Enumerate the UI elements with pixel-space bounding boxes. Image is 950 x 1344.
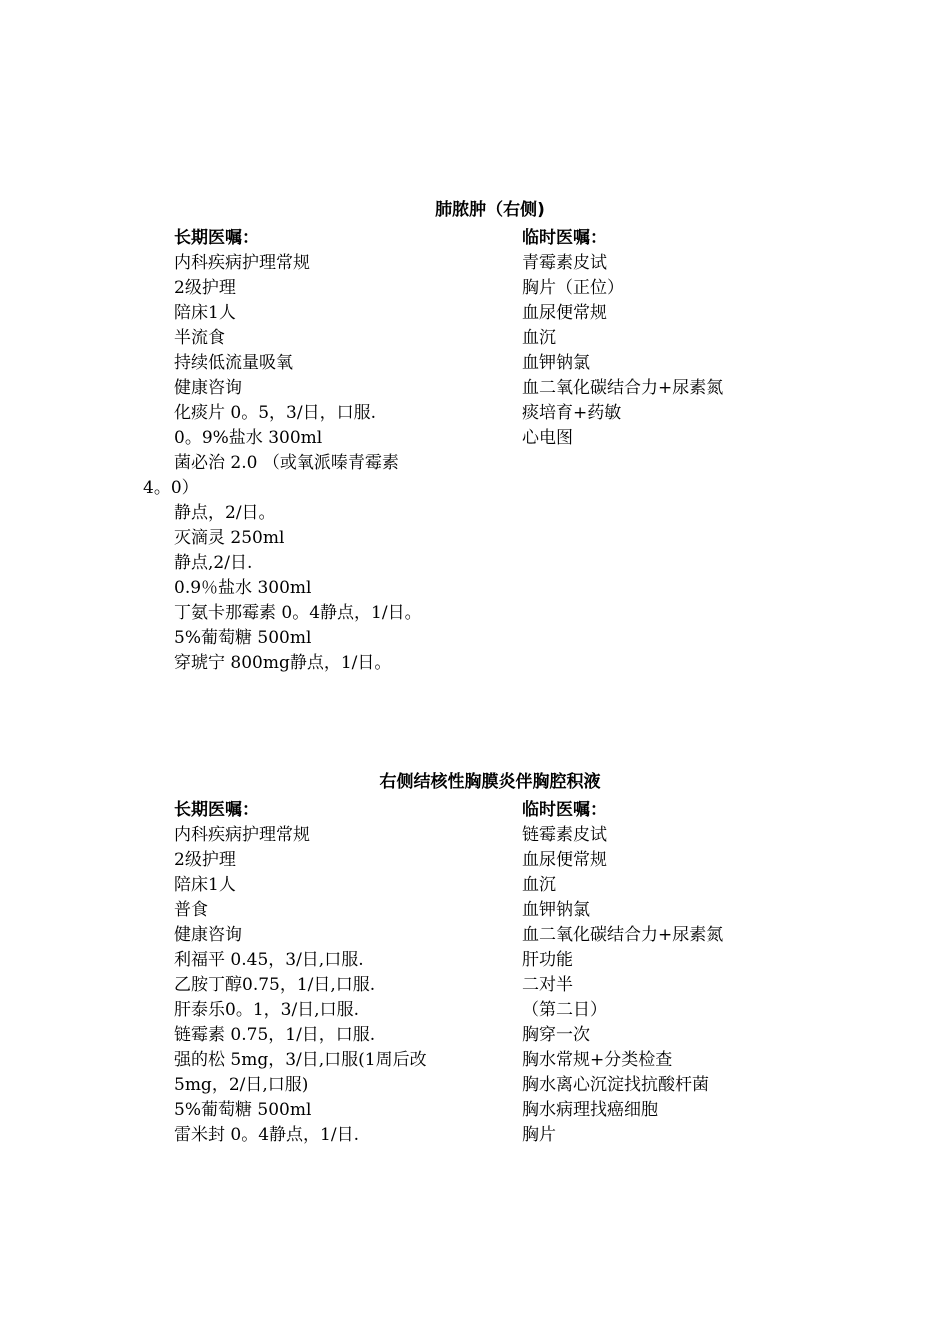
long-term-heading: 长期医嘱： bbox=[174, 800, 259, 820]
order-line: 丁氨卡那霉素 0。4静点，1/日。 bbox=[174, 603, 422, 623]
order-line: 胸水常规+分类检查 bbox=[522, 1050, 673, 1070]
order-line: 0.9％盐水 300ml bbox=[174, 578, 312, 598]
order-line: 穿琥宁 800mg静点，1/日。 bbox=[174, 653, 392, 673]
order-line: 利福平 0.45，3/日,口服. bbox=[174, 950, 364, 970]
order-line: 血二氧化碳结合力+尿素氮 bbox=[522, 378, 724, 398]
order-line: （第二日） bbox=[522, 1000, 607, 1020]
order-line: 2级护理 bbox=[174, 278, 236, 298]
order-line: 链霉素皮试 bbox=[522, 825, 607, 845]
temporary-orders bbox=[522, 226, 723, 451]
long-term-heading: 长期医嘱： bbox=[174, 228, 259, 248]
order-line: 链霉素 0.75，1/日，口服. bbox=[174, 1025, 376, 1045]
order-line: 内科疾病护理常规 bbox=[174, 253, 310, 273]
order-line: 青霉素皮试 bbox=[522, 253, 607, 273]
order-line: 心电图 bbox=[522, 428, 573, 448]
order-line: 肝泰乐0。1，3/日,口服. bbox=[174, 1000, 359, 1020]
order-line: 血钾钠氯 bbox=[522, 900, 590, 920]
order-line: 5%葡萄糖 500ml bbox=[174, 1100, 312, 1120]
order-line: 血沉 bbox=[522, 875, 556, 895]
order-line: 二对半 bbox=[522, 975, 573, 995]
long-term-orders bbox=[174, 798, 427, 1148]
order-line: 普食 bbox=[174, 900, 208, 920]
order-line: 胸水离心沉淀找抗酸杆菌 bbox=[522, 1075, 709, 1095]
order-line: 血二氧化碳结合力+尿素氮 bbox=[522, 925, 724, 945]
order-line: 半流食 bbox=[174, 328, 225, 348]
order-line: 雷米封 0。4静点，1/日. bbox=[174, 1125, 359, 1145]
order-line: 持续低流量吸氧 bbox=[174, 353, 293, 373]
order-line: 肝功能 bbox=[522, 950, 573, 970]
order-line: 陪床1人 bbox=[174, 875, 236, 895]
temporary-orders bbox=[522, 798, 723, 1148]
order-line: 灭滴灵 250ml bbox=[174, 528, 285, 548]
order-line: 痰培育+药敏 bbox=[522, 403, 622, 423]
order-line: 5%葡萄糖 500ml bbox=[174, 628, 312, 648]
order-line: 血尿便常规 bbox=[522, 850, 607, 870]
order-line: 陪床1人 bbox=[174, 303, 236, 323]
order-line: 胸水病理找癌细胞 bbox=[522, 1100, 658, 1120]
order-line: 0。9%盐水 300ml bbox=[174, 428, 323, 448]
order-line: 健康咨询 bbox=[174, 378, 242, 398]
order-line: 强的松 5mg，3/日,口服(1周后改 bbox=[174, 1050, 427, 1070]
order-line: 血钾钠氯 bbox=[522, 353, 590, 373]
order-line: 静点，2/日。 bbox=[174, 503, 276, 523]
order-line: 静点,2/日. bbox=[174, 553, 253, 573]
order-line: 内科疾病护理常规 bbox=[174, 825, 310, 845]
order-line: 血尿便常规 bbox=[522, 303, 607, 323]
order-line: 5mg，2/日,口服) bbox=[174, 1075, 309, 1095]
temporary-heading: 临时医嘱： bbox=[522, 800, 607, 820]
order-line: 健康咨询 bbox=[174, 925, 242, 945]
order-line-continuation: 4。0） bbox=[143, 478, 199, 498]
order-line: 胸片（正位） bbox=[522, 278, 624, 298]
order-line: 血沉 bbox=[522, 328, 556, 348]
long-term-orders bbox=[143, 226, 422, 676]
order-line: 乙胺丁醇0.75，1/日,口服. bbox=[174, 975, 376, 995]
order-line: 胸片 bbox=[522, 1125, 556, 1145]
order-line: 菌必治 2.0 （或氧派嗪青霉素 bbox=[174, 453, 399, 473]
order-line: 化痰片 0。5，3/日，口服. bbox=[174, 403, 376, 423]
section-title: 右侧结核性胸膜炎伴胸腔积液 bbox=[379, 772, 601, 792]
section-title: 肺脓肿（右侧) bbox=[435, 200, 545, 220]
temporary-heading: 临时医嘱： bbox=[522, 228, 607, 248]
order-line: 2级护理 bbox=[174, 850, 236, 870]
order-line: 胸穿一次 bbox=[522, 1025, 590, 1045]
